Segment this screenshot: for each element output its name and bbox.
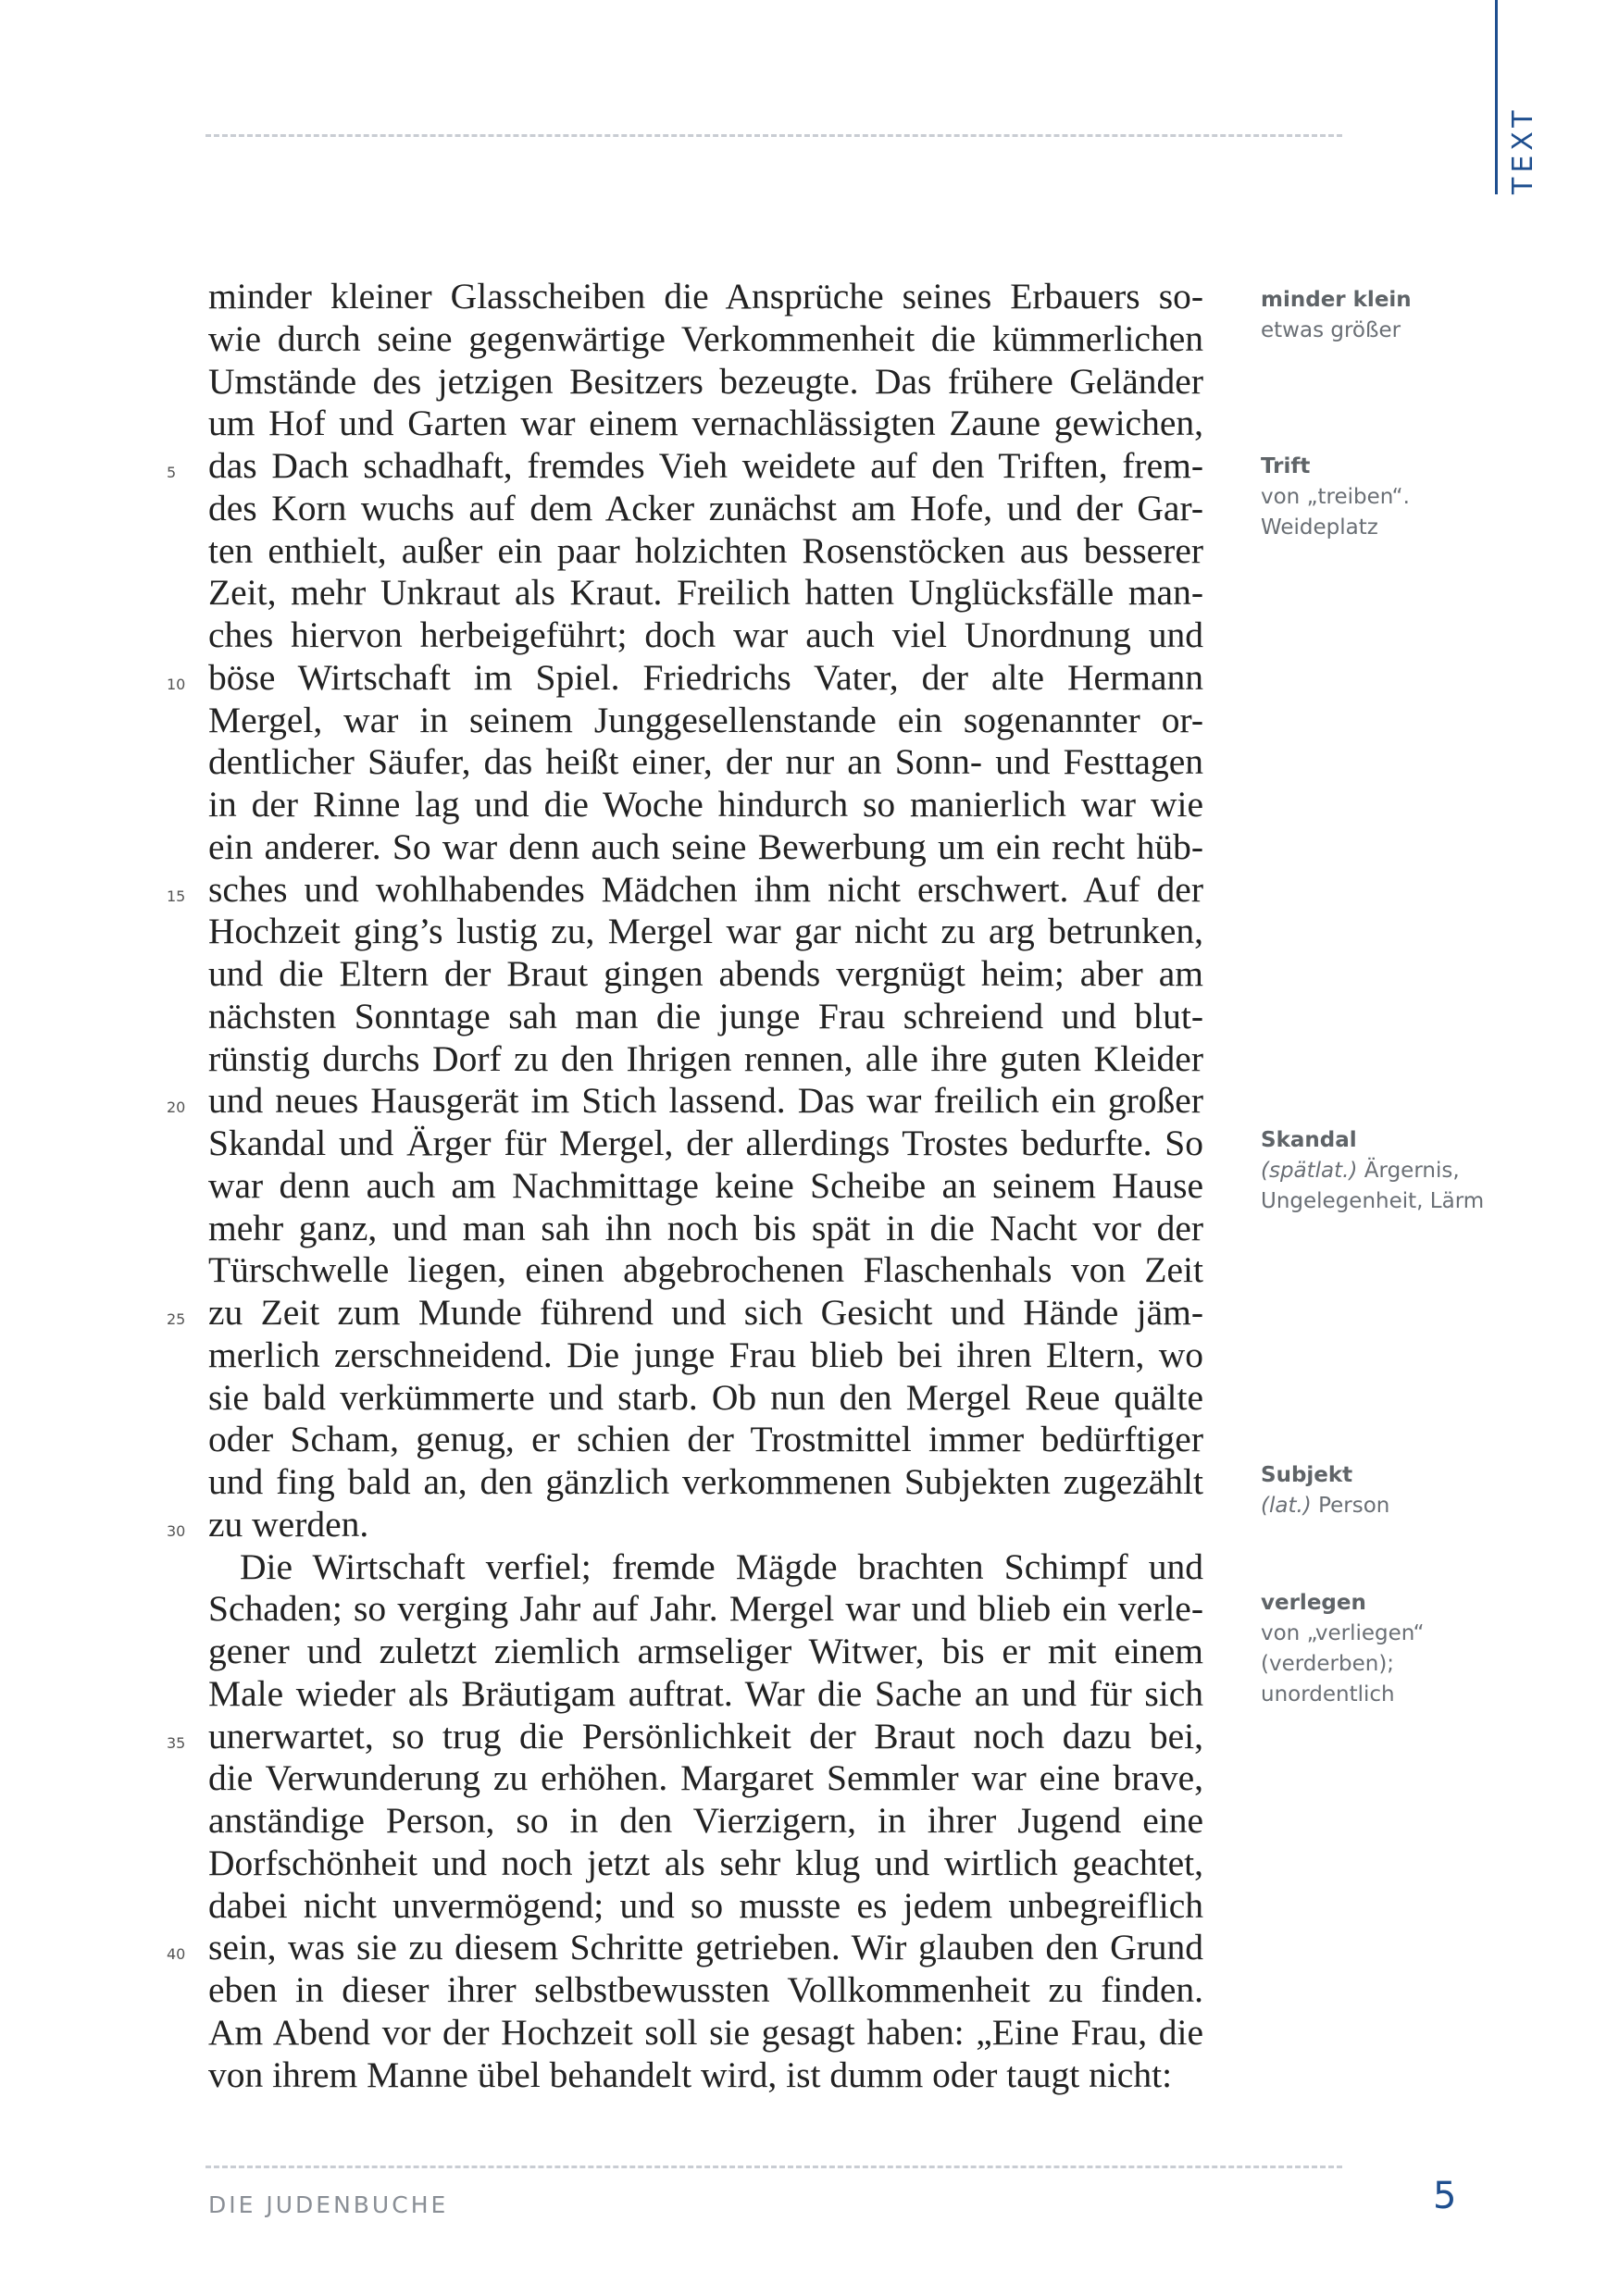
line-number: 5	[167, 464, 177, 481]
gloss-skandal	[1261, 1125, 1538, 1217]
text-line: minder kleiner Glasscheiben die Ansprüche seines Erbauers so-	[208, 276, 1203, 316]
gloss-term: Subjekt	[1261, 1463, 1353, 1487]
text-line: war denn auch am Nachmittage keine Scheibe an seinem Hause	[208, 1164, 1203, 1206]
text-line: dentlicher Säufer, das heißt einer, der nur an Sonn- und Festtagen	[208, 741, 1203, 783]
text-line: und die Eltern der Braut gingen abends vergnügt heim; aber am	[208, 953, 1203, 994]
text-line: Dorfschönheit und noch jetzt als sehr klug und wirtlich geachtet,	[208, 1842, 1203, 1883]
gloss-verlegen	[1261, 1588, 1538, 1710]
text-line: zu Zeit zum Munde führend und sich Gesicht und Hände jäm-	[208, 1292, 1203, 1333]
gloss-definition: (lat.) Person	[1261, 1494, 1390, 1518]
page-number: 5	[1433, 2175, 1457, 2217]
gloss-term: minder klein	[1261, 288, 1412, 312]
text-line: und fing bald an, den gänzlich verkommenen Subjekten zugezählt	[208, 1461, 1203, 1502]
text-line: sches und wohlhabendes Mädchen ihm nicht erschwert. Auf der	[208, 868, 1203, 910]
text-line: die Verwunderung zu erhöhen. Margaret Semmler war eine brave,	[208, 1757, 1203, 1799]
text-line: Schaden; so verging Jahr auf Jahr. Mergel war und blieb ein verle-	[208, 1588, 1203, 1630]
gloss-term: Trift	[1261, 454, 1311, 478]
gloss-term: Skandal	[1261, 1128, 1357, 1152]
text-line: ein anderer. So war denn auch seine Bewerbung um ein recht hüb-	[208, 825, 1203, 867]
text-line: merlich zerschneidend. Die junge Frau blieb bei ihren Eltern, wo	[208, 1334, 1203, 1375]
text-line: sie bald verkümmerte und starb. Ob nun den Mergel Reue quälte	[208, 1376, 1203, 1418]
text-line: anständige Person, so in den Vierzigern, in ihrer Jugend eine	[208, 1800, 1203, 1841]
text-line: eben in dieser ihrer selbstbewussten Vollkommenheit zu finden.	[208, 1969, 1203, 2010]
gloss-term: verlegen	[1261, 1591, 1366, 1615]
text-line: Mergel, war in seinem Junggesellenstande ein sogenannter or-	[208, 699, 1203, 740]
gloss-definition: (spätlat.) Ärgernis, Ungelegenheit, Lärm	[1261, 1159, 1485, 1213]
text-line: Umstände des jetzigen Besitzers bezeugte. Das frühere Geländer	[208, 360, 1203, 402]
text-line: von ihrem Manne übel behandelt wird, ist dumm oder taugt nicht:	[208, 2054, 1173, 2095]
text-line: zu werden.	[208, 1503, 369, 1545]
text-line: um Hof und Garten war einem vernachlässigten Zaune gewichen,	[208, 403, 1203, 444]
text-line: wie durch seine gegenwärtige Verkommenheit die kümmerlichen	[208, 317, 1203, 359]
text-line: das Dach schadhaft, fremdes Vieh weidete auf den Triften, frem-	[208, 445, 1203, 486]
text-line: sein, was sie zu diesem Schritte getrieben. Wir glauben den Grund	[208, 1927, 1203, 1968]
text-line: Hochzeit ging’s lustig zu, Mergel war gar nicht zu arg betrunken,	[208, 911, 1203, 952]
footer-dashed-rule	[205, 2166, 1342, 2168]
text-line: oder Scham, genug, er schien der Trostmittel immer bedürftiger	[208, 1419, 1203, 1460]
line-number: 25	[167, 1310, 186, 1328]
text-line: ches hiervon herbeigeführt; doch war auch viel Unordnung und	[208, 614, 1203, 655]
text-line: unerwartet, so trug die Persönlichkeit der Braut noch dazu bei,	[208, 1715, 1203, 1756]
line-number: 40	[167, 1945, 186, 1964]
gloss-trift	[1261, 452, 1538, 543]
text-line: ten enthielt, außer ein paar holzichten Rosenstöcken aus besserer	[208, 529, 1203, 571]
gloss-qualifier: (lat.)	[1261, 1494, 1312, 1518]
text-line: Male wieder als Bräutigam auftrat. War die Sache an und für sich	[208, 1672, 1203, 1714]
text-line: Türschwelle liegen, einen abgebrochenen Flaschenhals von Zeit	[208, 1249, 1203, 1291]
line-number: 15	[167, 887, 186, 905]
text-line: Die Wirtschaft verfiel; fremde Mägde brachten Schimpf und	[240, 1545, 1203, 1587]
line-number: 35	[167, 1733, 186, 1752]
line-number: 10	[167, 675, 186, 693]
gloss-definition: von „verliegen“ (verderben); unordentlich	[1261, 1621, 1425, 1706]
gloss-qualifier: (spätlat.)	[1261, 1159, 1358, 1183]
gloss-definition: etwas größer	[1261, 318, 1401, 342]
text-line: und neues Hausgerät im Stich lassend. Das war freilich ein großer	[208, 1080, 1203, 1122]
line-number: 20	[167, 1098, 186, 1117]
line-number: 30	[167, 1521, 186, 1540]
text-line: des Korn wuchs auf dem Acker zunächst am Hofe, und der Gar-	[208, 487, 1203, 528]
text-line: nächsten Sonntage sah man die junge Frau schreiend und blut-	[208, 995, 1203, 1036]
text-line: rünstig durchs Dorf zu den Ihrigen rennen, alle ihre guten Kleider	[208, 1037, 1203, 1079]
gloss-subjekt	[1261, 1460, 1538, 1521]
header-dashed-rule	[205, 134, 1342, 137]
gloss-definition: von „treiben“. Weideplatz	[1261, 485, 1410, 540]
gloss-minder-klein	[1261, 285, 1538, 346]
footer-book-title: DIE JUDENBUCHE	[208, 2191, 449, 2218]
text-line: böse Wirtschaft im Spiel. Friedrichs Vater, der alte Hermann	[208, 656, 1203, 698]
section-tab-label: TEXT	[1507, 105, 1539, 194]
text-line: Skandal und Ärger für Mergel, der allerdings Trostes bedurfte. So	[208, 1123, 1203, 1163]
text-line: dabei nicht unvermögend; und so musste es jedem unbegreiflich	[208, 1884, 1203, 1926]
text-line: Am Abend vor der Hochzeit soll sie gesagt haben: „Eine Frau, die	[208, 2011, 1203, 2053]
section-tab-rule	[1495, 0, 1498, 194]
text-line: in der Rinne lag und die Woche hindurch so manierlich war wie	[208, 784, 1203, 825]
text-line: mehr ganz, und man sah ihn noch bis spät in die Nacht vor der	[208, 1207, 1203, 1248]
text-line: Zeit, mehr Unkraut als Kraut. Freilich hatten Unglücksfälle man-	[208, 572, 1203, 614]
main-text-body	[208, 276, 1203, 2096]
text-line: gener und zuletzt ziemlich armseliger Witwer, bis er mit einem	[208, 1631, 1203, 1671]
